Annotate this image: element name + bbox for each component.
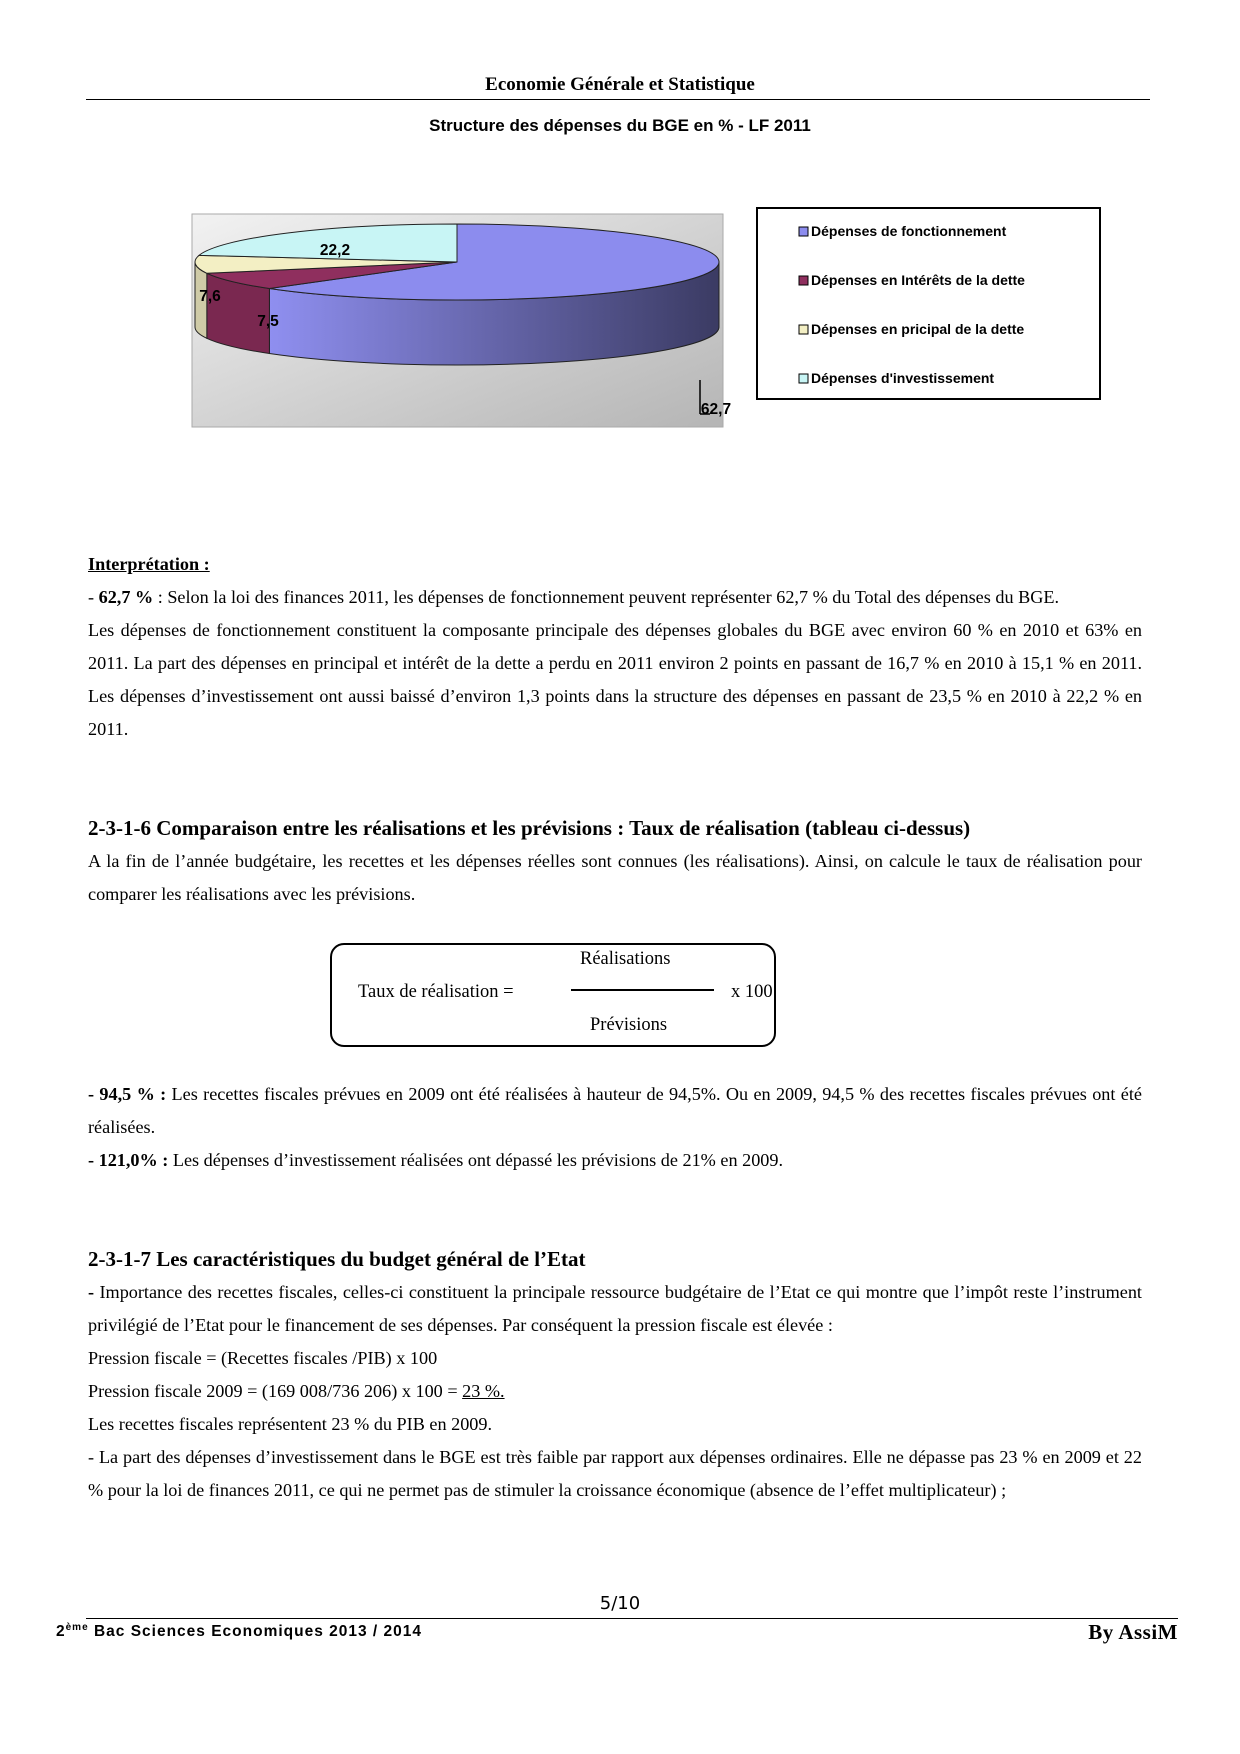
chart-title: Structure des dépenses du BGE en % - LF 2011 [429,116,811,135]
legend-entry: Dépenses en pricipal de la dette [811,321,1025,337]
legend-swatch [799,276,808,285]
footer-author: By AssiM [1088,1620,1178,1644]
legend-entry: Dépenses en Intérêts de la dette [811,272,1025,288]
interpretation-paragraph: - 62,7 % : Selon la loi des finances 2011, les dépenses de fonctionnement peuvent représenter 62,7 % du Total des dépenses du BGE. [88,587,1060,607]
data-label: 7,5 [257,313,279,330]
data-label: 22,2 [319,242,351,259]
section-2316-intro: A la fin de l’année budgétaire, les recettes et les dépenses réelles sont connues (les réalisations). Ainsi, on calcule le taux de réalisation pour comparer les réalisations avec les prévisions. [88,851,1142,904]
formula-line: Pression fiscale = (Recettes fiscales /PIB) x 100 [88,1348,438,1368]
formula-line: Pression fiscale 2009 = (169 008/736 206) x 100 = 23 %. [88,1381,505,1401]
interpretation-block [88,548,1142,746]
legend-swatch [799,325,808,334]
characteristic-paragraph: - Importance des recettes fiscales, celles-ci constituent la principale ressource budgétaire de l’Etat ce qui montre que l’impôt reste l’instrument privilégié de l’Etat pour le financement de ses dépenses. Par conséquent la pression fiscale est élevée : [88,1282,1142,1335]
formula-numerator: Réalisations [580,949,671,969]
data-label: 62,7 [700,401,732,418]
footer-rule [86,1618,1178,1619]
interpretation-paragraph: Les dépenses de fonctionnement constituent la composante principale des dépenses globales du BGE avec environ 60 % en 2010 et 63% en 2011. La part des dépenses en principal et intérêt de la dette a perdu en 2011 environ 2 points en passant de 16,7 % en 2010 à 15,1 % en 2011. Les dépenses d’investissement ont aussi baissé d’environ 1,3 points dans la structure des dépenses en passant de 23,5 % en 2010 à 22,2 % en 2011. [88,620,1142,739]
legend-swatch [799,227,808,236]
conclusion-line: Les recettes fiscales représentent 23 % du PIB en 2009. [88,1414,493,1434]
formula-denominator: Prévisions [590,1015,668,1035]
result-paragraph: - 121,0% : Les dépenses d’investissement réalisées ont dépassé les prévisions de 21% en 2009. [88,1150,784,1170]
page-number: 5/10 [599,1593,641,1614]
section-2317-body [88,1276,1142,1507]
pie-chart [0,0,1240,460]
section-heading-2316: 2-3-1-6 Comparaison entre les réalisations et les prévisions : Taux de réalisation (tableau ci-dessus) [88,816,971,840]
formula-label: Taux de réalisation = [358,982,514,1002]
document-header-title: Economie Générale et Statistique [485,74,755,95]
section-heading-2317: 2-3-1-7 Les caractéristiques du budget général de l’Etat [88,1247,586,1271]
interpretation-heading: Interprétation : [88,554,210,574]
section-2316-results [88,1078,1142,1177]
legend-entry: Dépenses d'investissement [811,370,995,386]
fraction-bar [571,989,714,991]
result-paragraph: - 94,5 % : Les recettes fiscales prévues en 2009 ont été réalisées à hauteur de 94,5%. Ou en 2009, 94,5 % des recettes fiscales prévues ont été réalisées. [88,1084,1142,1137]
formula-multiplier: x 100 [731,982,773,1002]
data-label: 7,6 [199,288,221,305]
characteristic-paragraph: - La part des dépenses d’investissement dans le BGE est très faible par rapport aux dépenses ordinaires. Elle ne dépasse pas 23 % en 2009 et 22 % pour la loi de finances 2011, ce qui ne permet pas de stimuler la croissance économique (absence de l’effet multiplicateur) ; [88,1447,1142,1500]
legend-swatch [799,374,808,383]
legend-entry: Dépenses de fonctionnement [811,223,1007,239]
footer-course: 2ème Bac Sciences Economiques 2013 / 2014 [56,1622,423,1641]
